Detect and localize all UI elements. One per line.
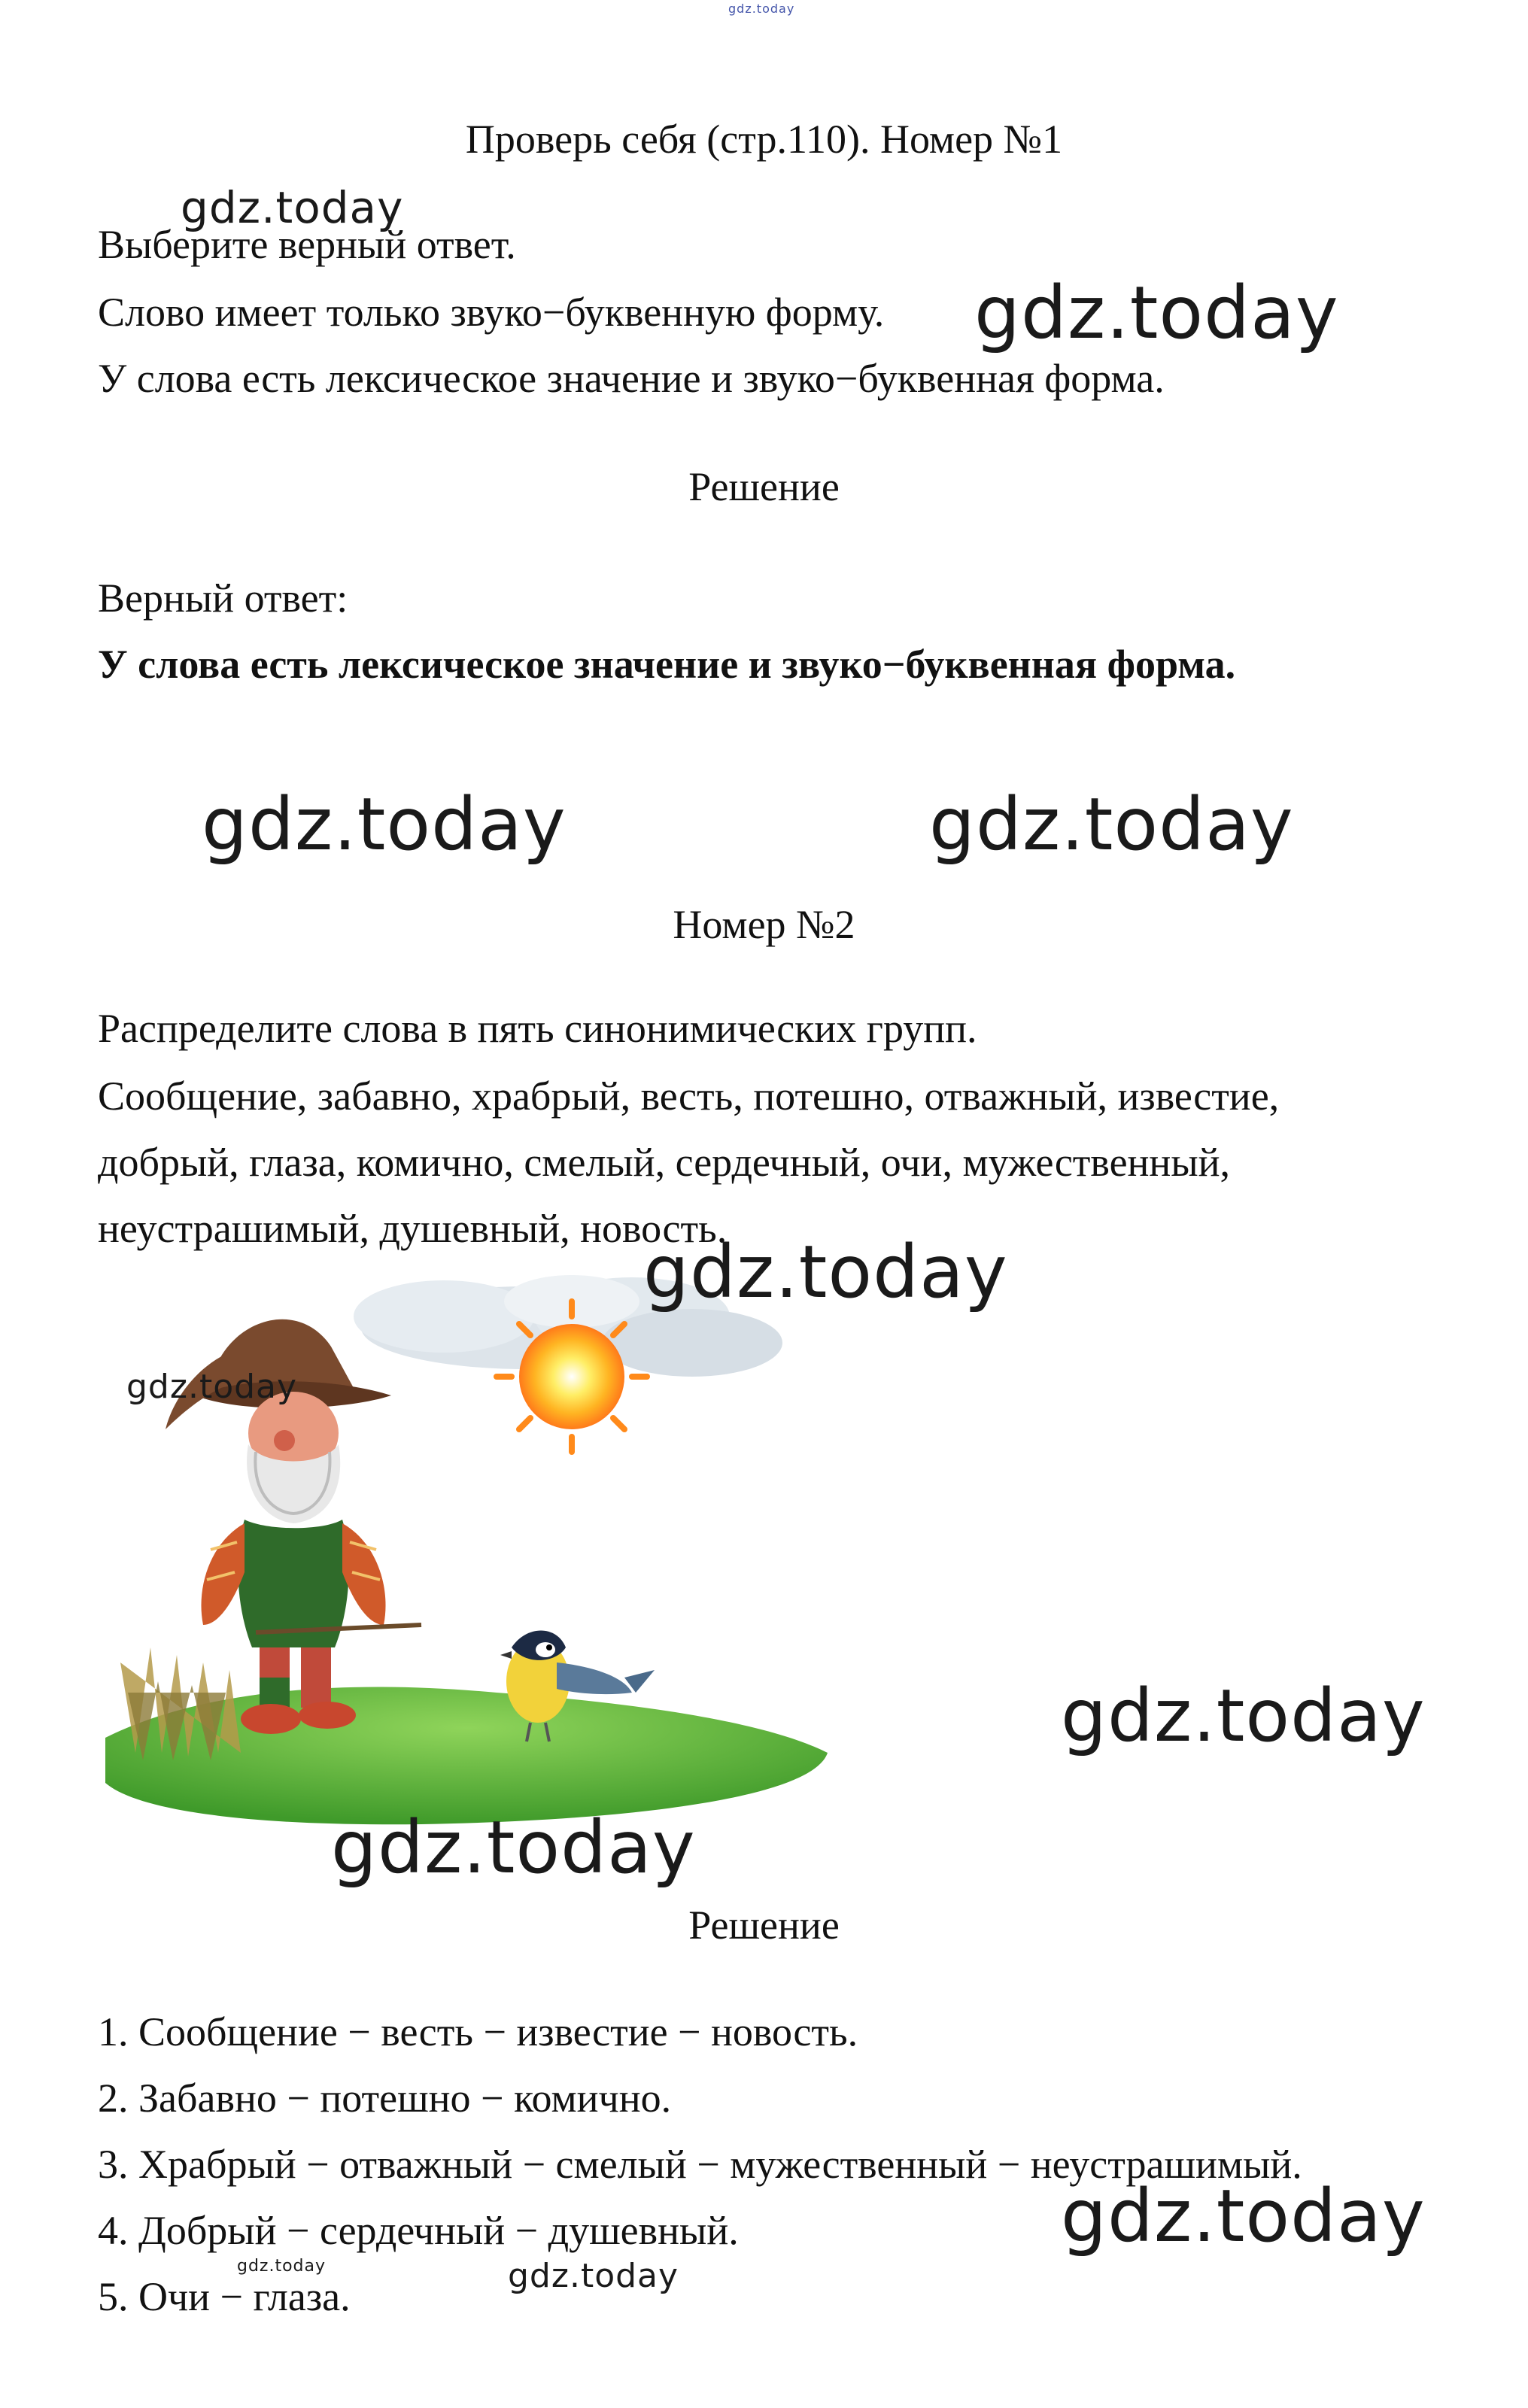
task2-heading: Номер №2 xyxy=(673,902,855,947)
watermark: gdz.today xyxy=(643,1230,1008,1314)
task2-group-item: 3. Храбрый − отважный − смелый − мужественный − неустрашимый. xyxy=(98,2142,1302,2187)
task1-answer: У слова есть лексическое значение и звуко−буквенная форма. xyxy=(98,642,1236,687)
task2-group-item: 4. Добрый − сердечный − душевный. xyxy=(98,2208,739,2253)
task1-answer-label: Верный ответ: xyxy=(98,575,348,621)
task2-words-line: Сообщение, забавно, храбрый, весть, потешно, отважный, известие, xyxy=(98,1073,1280,1119)
watermark-top: gdz.today xyxy=(728,2,795,16)
watermark: gdz.today xyxy=(181,182,404,233)
task2-solution-heading: Решение xyxy=(688,1902,840,1948)
sun-icon xyxy=(497,1301,647,1452)
watermark: gdz.today xyxy=(974,271,1339,355)
task1-heading: Проверь себя (стр.110). Номер №1 xyxy=(465,117,1063,162)
watermark: gdz.today xyxy=(929,782,1294,867)
illustration-gnome-bird xyxy=(105,1271,858,1843)
grass-meadow xyxy=(105,1647,828,1824)
task2-words-line: добрый, глаза, комично, смелый, сердечный, очи, мужественный, xyxy=(98,1140,1231,1185)
task2-group-item: 5. Очи − глаза. xyxy=(98,2274,351,2319)
task1-option-2: У слова есть лексическое значение и звуко−буквенная форма. xyxy=(98,356,1165,401)
task1-option-1: Слово имеет только звуко−буквенную форму. xyxy=(98,290,885,335)
task2-words-line: неустрашимый, душевный, новость. xyxy=(98,1206,728,1251)
task1-prompt: Выберите верный ответ. xyxy=(98,222,516,267)
watermark: gdz.today xyxy=(202,782,567,867)
task1-solution-heading: Решение xyxy=(688,464,840,509)
watermark: gdz.today xyxy=(331,1805,696,1890)
task2-group-item: 2. Забавно − потешно − комично. xyxy=(98,2075,672,2121)
watermark: gdz.today xyxy=(1061,1674,1426,1758)
watermark: gdz.today xyxy=(237,2257,327,2276)
watermark: gdz.today xyxy=(126,1368,298,1406)
watermark: gdz.today xyxy=(508,2257,679,2295)
watermark: gdz.today xyxy=(1061,2174,1426,2258)
task2-group-item: 1. Сообщение − весть − известие − новость. xyxy=(98,2009,858,2054)
task2-prompt: Распределите слова в пять синонимических групп. xyxy=(98,1006,977,1051)
